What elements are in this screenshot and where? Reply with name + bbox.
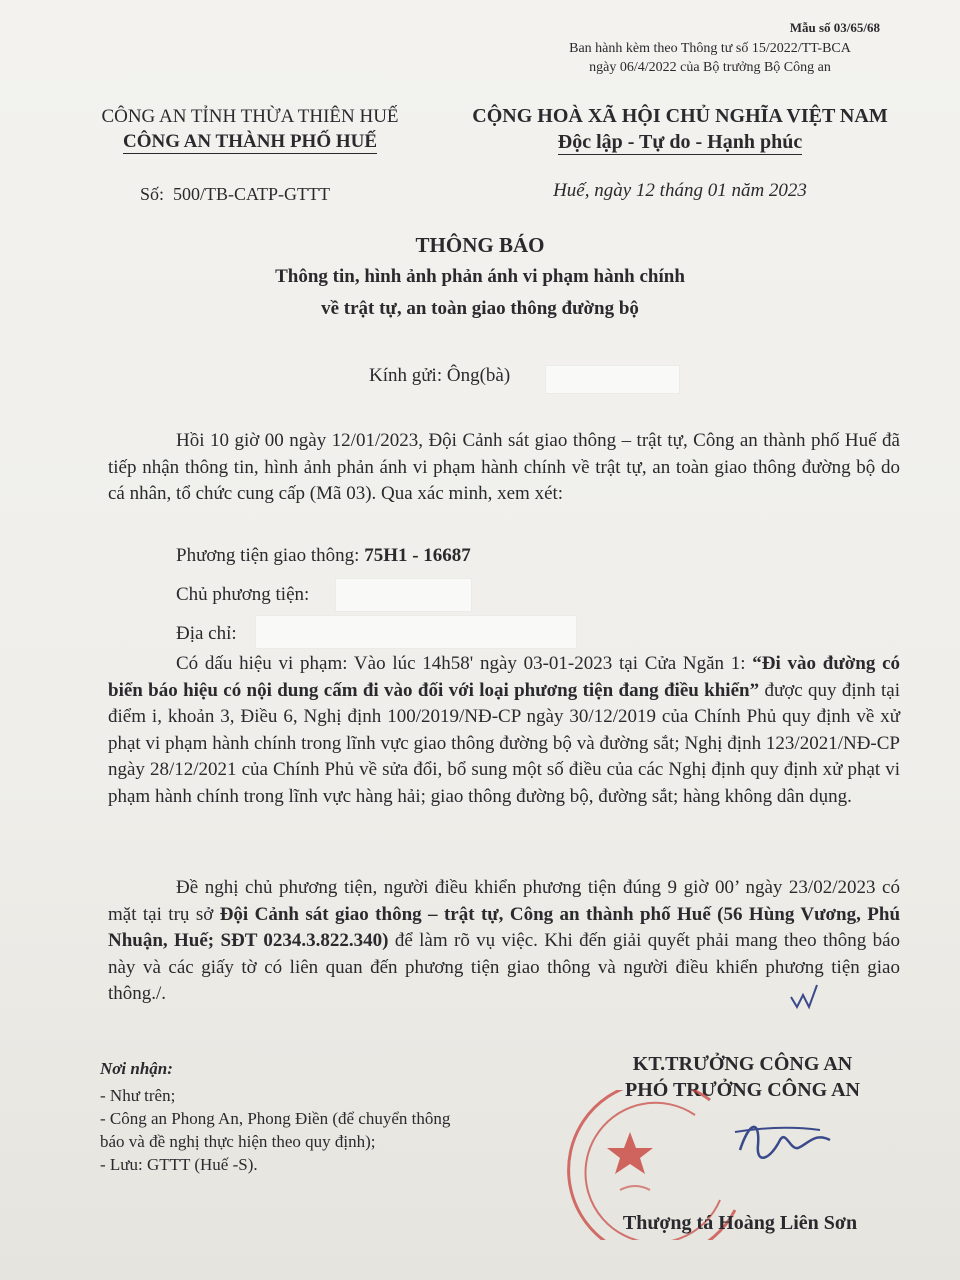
issued-with-note xyxy=(540,39,880,77)
violation-legal-basis: được quy định tại điểm i, khoản 3, Điều 6, Nghị định 100/2019/NĐ-CP ngày 30/12/2019 của Chính Phủ quy định về xử phạt vi phạm hành chính trong lĩnh vực giao thông đường bộ và đường sắt; Nghị định 123/2021/NĐ-CP ngày 28/12/2021 của Chính Phủ về sửa đổi, bổ sung một số điều của các Nghị định quy định xử phạt vi phạm hành chính trong lĩnh vực hàng hải; giao thông đường bộ, đường sắt; hàng không dân dụng. xyxy=(108,679,901,807)
document-number xyxy=(140,184,330,205)
greeting: Kính gửi: Ông(bà) xyxy=(369,365,511,386)
redacted-recipient xyxy=(545,365,680,394)
redacted-owner xyxy=(335,578,472,612)
request-location: Đội Cảnh sát giao thông – trật tự, Công an thành phố Huế (56 Hùng Vương, Phú Nhuận, Huế; SĐT 0234.3.822.340) xyxy=(108,903,901,951)
document-subtitle-line1: Thông tin, hình ảnh phản ánh vi phạm hành chính xyxy=(275,266,685,287)
intro-paragraph: Hồi 10 giờ 00 ngày 12/01/2023, Đội Cảnh sát giao thông – trật tự, Công an thành phố Huế đã tiếp nhận thông tin, hình ảnh phản ánh vi phạm hành chính về trật tự, an toàn giao thông đường bộ do cá nhân, tổ chức cung cấp (Mã 03). Qua xác minh, xem xét: xyxy=(108,430,900,504)
document-date: Huế, ngày 12 tháng 01 năm 2023 xyxy=(553,180,807,201)
form-number: Mẫu số 03/65/68 xyxy=(789,20,880,35)
agency-name: CÔNG AN THÀNH PHỐ HUẾ xyxy=(122,131,378,152)
handwritten-tick-mark xyxy=(785,977,845,1017)
nation-motto-wrap xyxy=(440,131,920,154)
recipient-line2: - Công an Phong An, Phong Điền (để chuyển thông xyxy=(100,1109,451,1128)
nation-motto: Độc lập - Tự do - Hạnh phúc xyxy=(557,131,803,153)
redacted-address xyxy=(255,615,577,649)
signature-title-line2: PHÓ TRƯỞNG CÔNG AN xyxy=(624,1079,860,1101)
number-label: Số: xyxy=(140,184,165,204)
agency-parent: CÔNG AN TỈNH THỪA THIÊN HUẾ xyxy=(101,106,399,127)
request-paragraph xyxy=(108,875,900,1008)
signature-title-line1: KT.TRƯỞNG CÔNG AN xyxy=(632,1053,853,1075)
vehicle-label: Phương tiện giao thông: xyxy=(176,545,360,566)
nation-name: CỘNG HOÀ XÃ HỘI CHỦ NGHĨA VIỆT NAM xyxy=(472,105,888,127)
violation-paragraph xyxy=(108,651,900,810)
number-value: 500/TB-CATP-GTTT xyxy=(173,184,331,204)
request-rest: để làm rõ vụ việc. Khi đến giải quyết phải mang theo thông báo này và các giấy tờ có liên quan đến phương tiện giao thông và người điều khiển phương tiện giao thông./. xyxy=(108,930,900,1004)
recipient-line3: báo và đề nghị thực hiện theo quy định); xyxy=(100,1132,376,1151)
agency-name-wrap xyxy=(60,131,440,153)
violation-lead: Có dấu hiệu vi phạm: Vào lúc 14h58' ngày 03-01-2023 tại Cửa Ngăn 1: xyxy=(176,653,746,674)
handwritten-signature xyxy=(720,1110,870,1180)
document-title: THÔNG BÁO xyxy=(415,233,545,257)
vehicle-line xyxy=(176,545,471,567)
recipient-line4: - Lưu: GTTT (Huế -S). xyxy=(100,1155,258,1174)
address-label: Địa chỉ: xyxy=(176,623,237,644)
signer-name: Thượng tá Hoàng Liên Sơn xyxy=(622,1212,858,1234)
recipient-line1: - Như trên; xyxy=(100,1086,176,1105)
issued-with-line1: Ban hành kèm theo Thông tư số 15/2022/TT-BCA xyxy=(569,41,851,56)
vehicle-plate: 75H1 - 16687 xyxy=(364,545,471,566)
issued-with-line2: ngày 06/4/2022 của Bộ trưởng Bộ Công an xyxy=(589,60,831,75)
recipients-title: Nơi nhận: xyxy=(100,1059,173,1078)
request-lead: Đề nghị chủ phương tiện, người điều khiển phương tiện đúng 9 giờ 00’ ngày 23/02/2023 có mặt tại trụ sở xyxy=(108,877,900,925)
document-subtitle-line2: về trật tự, an toàn giao thông đường bộ xyxy=(321,298,639,319)
owner-label: Chủ phương tiện: xyxy=(176,584,310,605)
violation-description: “Đi vào đường có biển báo hiệu có nội dung cấm đi vào đối với loại phương tiện đang điều khiển” xyxy=(108,653,901,701)
